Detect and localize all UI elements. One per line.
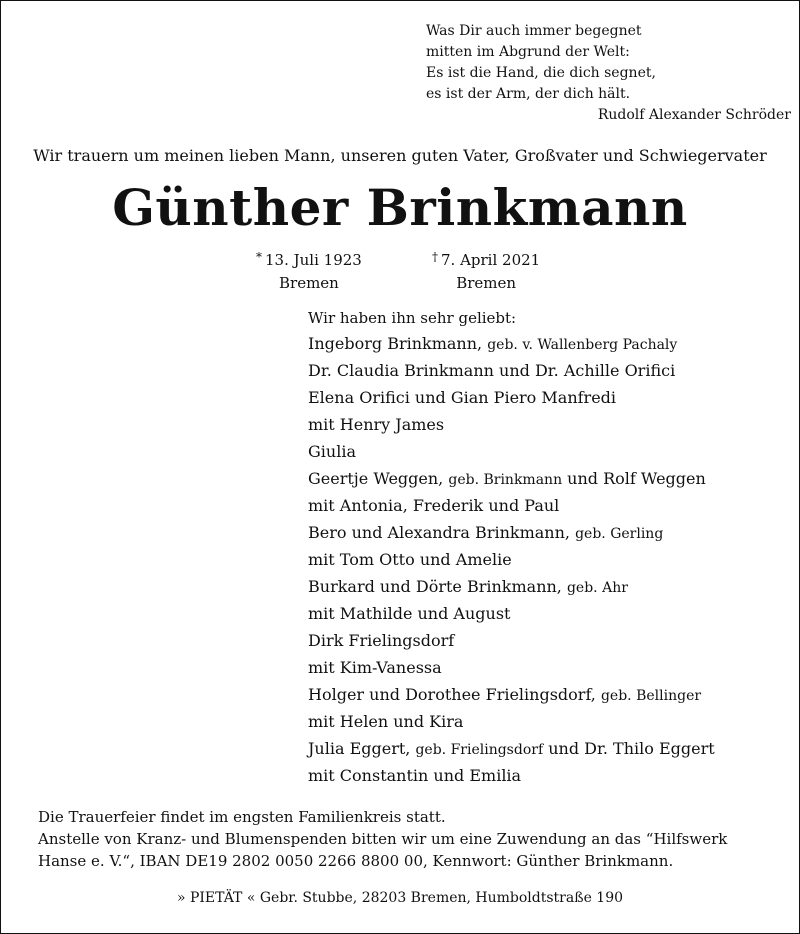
mourner-name-part: Geertje Weggen, — [308, 469, 449, 488]
death-symbol: † — [432, 250, 438, 264]
mourner-line — [308, 627, 715, 654]
mourner-line — [308, 384, 715, 411]
mourner-name-part: Holger und Dorothee Frielingsdorf, — [308, 685, 601, 704]
mourner-name-part: Giulia — [308, 442, 356, 461]
mourner-name-part: Burkard und Dörte Brinkmann, — [308, 577, 567, 596]
intro-text: Wir trauern um meinen lieben Mann, unseren guten Vater, Großvater und Schwiegervater — [33, 146, 767, 165]
closing-line: Hanse e. V.“, IBAN DE19 2802 0050 2266 8800 00, Kennwort: Günther Brinkmann. — [38, 852, 674, 870]
mourner-line — [308, 330, 715, 357]
birth-date: 13. Juli 1923 — [265, 251, 362, 269]
mourner-line — [308, 546, 715, 573]
poem-author: Rudolf Alexander Schröder — [597, 107, 791, 123]
mourner-line — [308, 681, 715, 708]
mourner-name-part: Bero und Alexandra Brinkmann, — [308, 523, 576, 542]
mourner-line — [308, 357, 715, 384]
mourner-maiden-name: geb. v. Wallenberg Pachaly — [487, 337, 678, 353]
mourner-line — [308, 492, 715, 519]
death-date: 7. April 2021 — [441, 251, 541, 269]
mourner-name-part: Dirk Frielingsdorf — [308, 631, 455, 650]
poem-line: mitten im Abgrund der Welt: — [426, 44, 630, 60]
closing-text — [38, 806, 727, 872]
death-place: Bremen — [456, 274, 517, 292]
mourner-line — [308, 465, 715, 492]
mourner-name-part: mit Constantin und Emilia — [308, 766, 522, 785]
birth-symbol: * — [256, 250, 262, 264]
mourner-line — [308, 438, 715, 465]
mourner-line — [308, 600, 715, 627]
mourner-maiden-name: geb. Ahr — [566, 580, 628, 596]
mourners-list — [308, 306, 715, 789]
poem-line: Es ist die Hand, die dich segnet, — [426, 65, 656, 81]
mourner-name-part: mit Antonia, Frederik und Paul — [308, 496, 560, 515]
mourner-name-part: Julia Eggert, — [308, 739, 416, 758]
closing-line: Anstelle von Kranz- und Blumenspenden bitten wir um eine Zuwendung an das “Hilfswerk — [38, 830, 728, 848]
mourner-maiden-name: geb. Bellinger — [600, 688, 702, 704]
mourners-lead: Wir haben ihn sehr geliebt: — [308, 309, 517, 327]
mourner-name-part: mit Henry James — [308, 415, 445, 434]
undertaker-line: » PIETÄT « Gebr. Stubbe, 28203 Bremen, Humboldtstraße 190 — [176, 890, 624, 906]
mourner-name-part: Dr. Claudia Brinkmann und Dr. Achille Orifici — [308, 361, 676, 380]
closing-line: Die Trauerfeier findet im engsten Familienkreis statt. — [38, 808, 446, 826]
death-info — [432, 246, 540, 295]
mourner-name-part: und Rolf Weggen — [562, 469, 706, 488]
mourner-name-part: mit Helen und Kira — [308, 712, 464, 731]
mourner-name-part: und Dr. Thilo Eggert — [543, 739, 715, 758]
mourner-line — [308, 519, 715, 546]
mourner-name-part: Elena Orifici und Gian Piero Manfredi — [308, 388, 617, 407]
birth-info — [256, 246, 362, 295]
mourner-maiden-name: geb. Frielingsdorf — [415, 742, 544, 758]
mourner-name-part: mit Kim-Vanessa — [308, 658, 442, 677]
birth-place: Bremen — [279, 274, 339, 292]
mourner-name-part: mit Tom Otto und Amelie — [308, 550, 512, 569]
mourner-line — [308, 735, 715, 762]
mourner-line — [308, 573, 715, 600]
mourner-line — [308, 708, 715, 735]
mourner-maiden-name: geb. Gerling — [575, 526, 664, 542]
mourner-name-part: Ingeborg Brinkmann, — [308, 334, 488, 353]
mourner-line — [308, 411, 715, 438]
poem — [426, 21, 791, 126]
mourner-maiden-name: geb. Brinkmann — [448, 472, 563, 488]
poem-line: es ist der Arm, der dich hält. — [426, 86, 631, 102]
mourner-name-part: mit Mathilde und August — [308, 604, 511, 623]
mourner-line — [308, 654, 715, 681]
poem-line: Was Dir auch immer begegnet — [426, 23, 642, 39]
mourner-line — [308, 762, 715, 789]
deceased-name: Günther Brinkmann — [112, 178, 688, 237]
